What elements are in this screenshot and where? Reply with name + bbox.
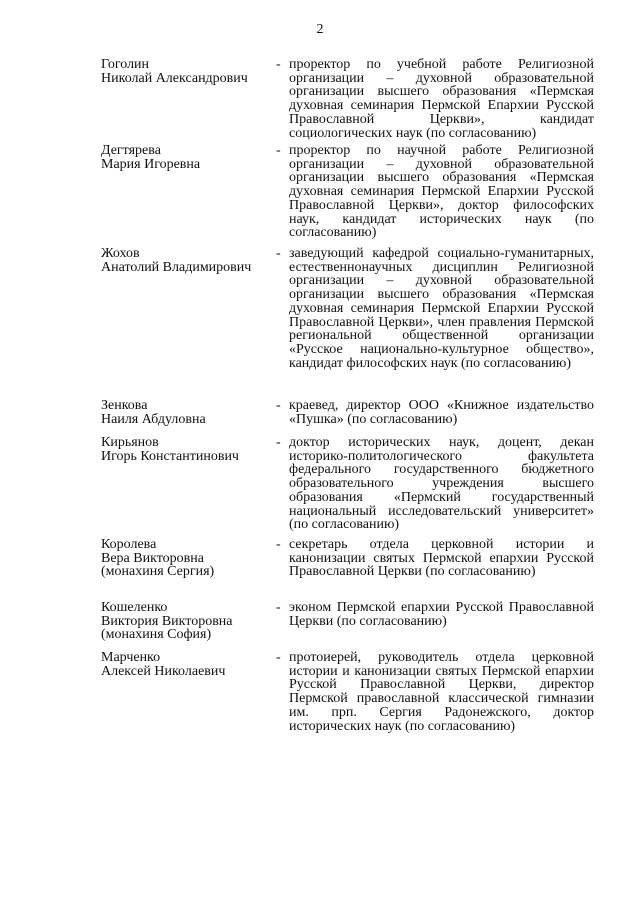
member-position: эконом Пермской епархии Русской Православной Церкви (по согласованию) — [289, 600, 594, 629]
separator-dash: - — [276, 435, 281, 450]
member-name — [101, 436, 271, 463]
member-surname: Дегтярева — [101, 143, 161, 158]
member-surname: Марченко — [101, 650, 161, 665]
member-monastic-name: (монахиня София) — [101, 627, 212, 643]
member-position: секретарь отдела церковной истории и канонизации святых Пермской епархии Русской Православной Церкви (по согласованию) — [289, 537, 594, 580]
member-given-names: Алексей Николаевич — [101, 663, 226, 679]
member-position: заведующий кафедрой социально-гуманитарных, естественнонаучных дисциплин Религиозной организации – духовной образовательной организации высшего образования «Пермская духовная семинария Пермской Епархии Русской Православной Церкви», член правления Пермской региональной общественной организации «Русское национально-культурное общество», кандидат философских наук (по согласованию) — [289, 246, 594, 371]
member-name — [101, 601, 271, 642]
member-position: проректор по учебной работе Религиозной организации – духовной образовательной организации высшего образования «Пермская духовная семинария Пермской Епархии Русской Православной Церкви», кандидат социологических наук (по согласованию) — [289, 57, 594, 141]
member-given-names: Игорь Константинович — [101, 448, 239, 464]
member-position: протоиерей, руководитель отдела церковной истории и канонизации святых Пермской епархии Русской Православной Церкви, директор Пермской православной классической гимназии им. прп. Сергия Радонежского, доктор исторических наук (по согласованию) — [289, 650, 594, 734]
separator-dash: - — [276, 398, 281, 413]
separator-dash: - — [276, 650, 281, 665]
member-surname: Жохов — [101, 246, 140, 261]
member-given-names: Мария Игоревна — [101, 156, 201, 172]
member-position: проректор по научной работе Религиозной организации – духовной образовательной организации высшего образования «Пермская духовная семинария Пермской Епархии Русской Православной Церкви», доктор философских наук, кандидат исторических наук (по согласованию) — [289, 143, 594, 241]
separator-dash: - — [276, 246, 281, 261]
member-name — [101, 58, 271, 85]
separator-dash: - — [276, 600, 281, 615]
member-name — [101, 538, 271, 579]
member-name — [101, 144, 271, 171]
separator-dash: - — [276, 57, 281, 72]
member-given-names: Анатолий Владимирович — [101, 259, 252, 275]
member-surname: Зенкова — [101, 398, 148, 413]
member-surname: Королева — [101, 537, 157, 552]
member-position: доктор исторических наук, доцент, декан историко-политологического факультета федерального государственного бюджетного образовательного учреждения высшего образования «Пермский государственный национальный исследовательский университет» (по согласованию) — [289, 435, 594, 533]
member-surname: Гоголин — [101, 57, 150, 72]
member-surname: Кирьянов — [101, 435, 159, 450]
member-position: краевед, директор ООО «Книжное издательство «Пушка» (по согласованию) — [289, 398, 594, 427]
separator-dash: - — [276, 143, 281, 158]
page-number: 2 — [316, 22, 324, 37]
member-name — [101, 247, 271, 274]
member-given-names: Наиля Абдуловна — [101, 411, 206, 427]
separator-dash: - — [276, 537, 281, 552]
member-monastic-name: (монахиня Сергия) — [101, 564, 215, 580]
member-name — [101, 399, 271, 426]
member-given-names: Вера Викторовна — [101, 550, 204, 566]
member-name — [101, 651, 271, 678]
member-given-names: Виктория Викторовна — [101, 613, 233, 629]
member-surname: Кошеленко — [101, 600, 168, 615]
member-given-names: Николай Александрович — [101, 70, 248, 86]
